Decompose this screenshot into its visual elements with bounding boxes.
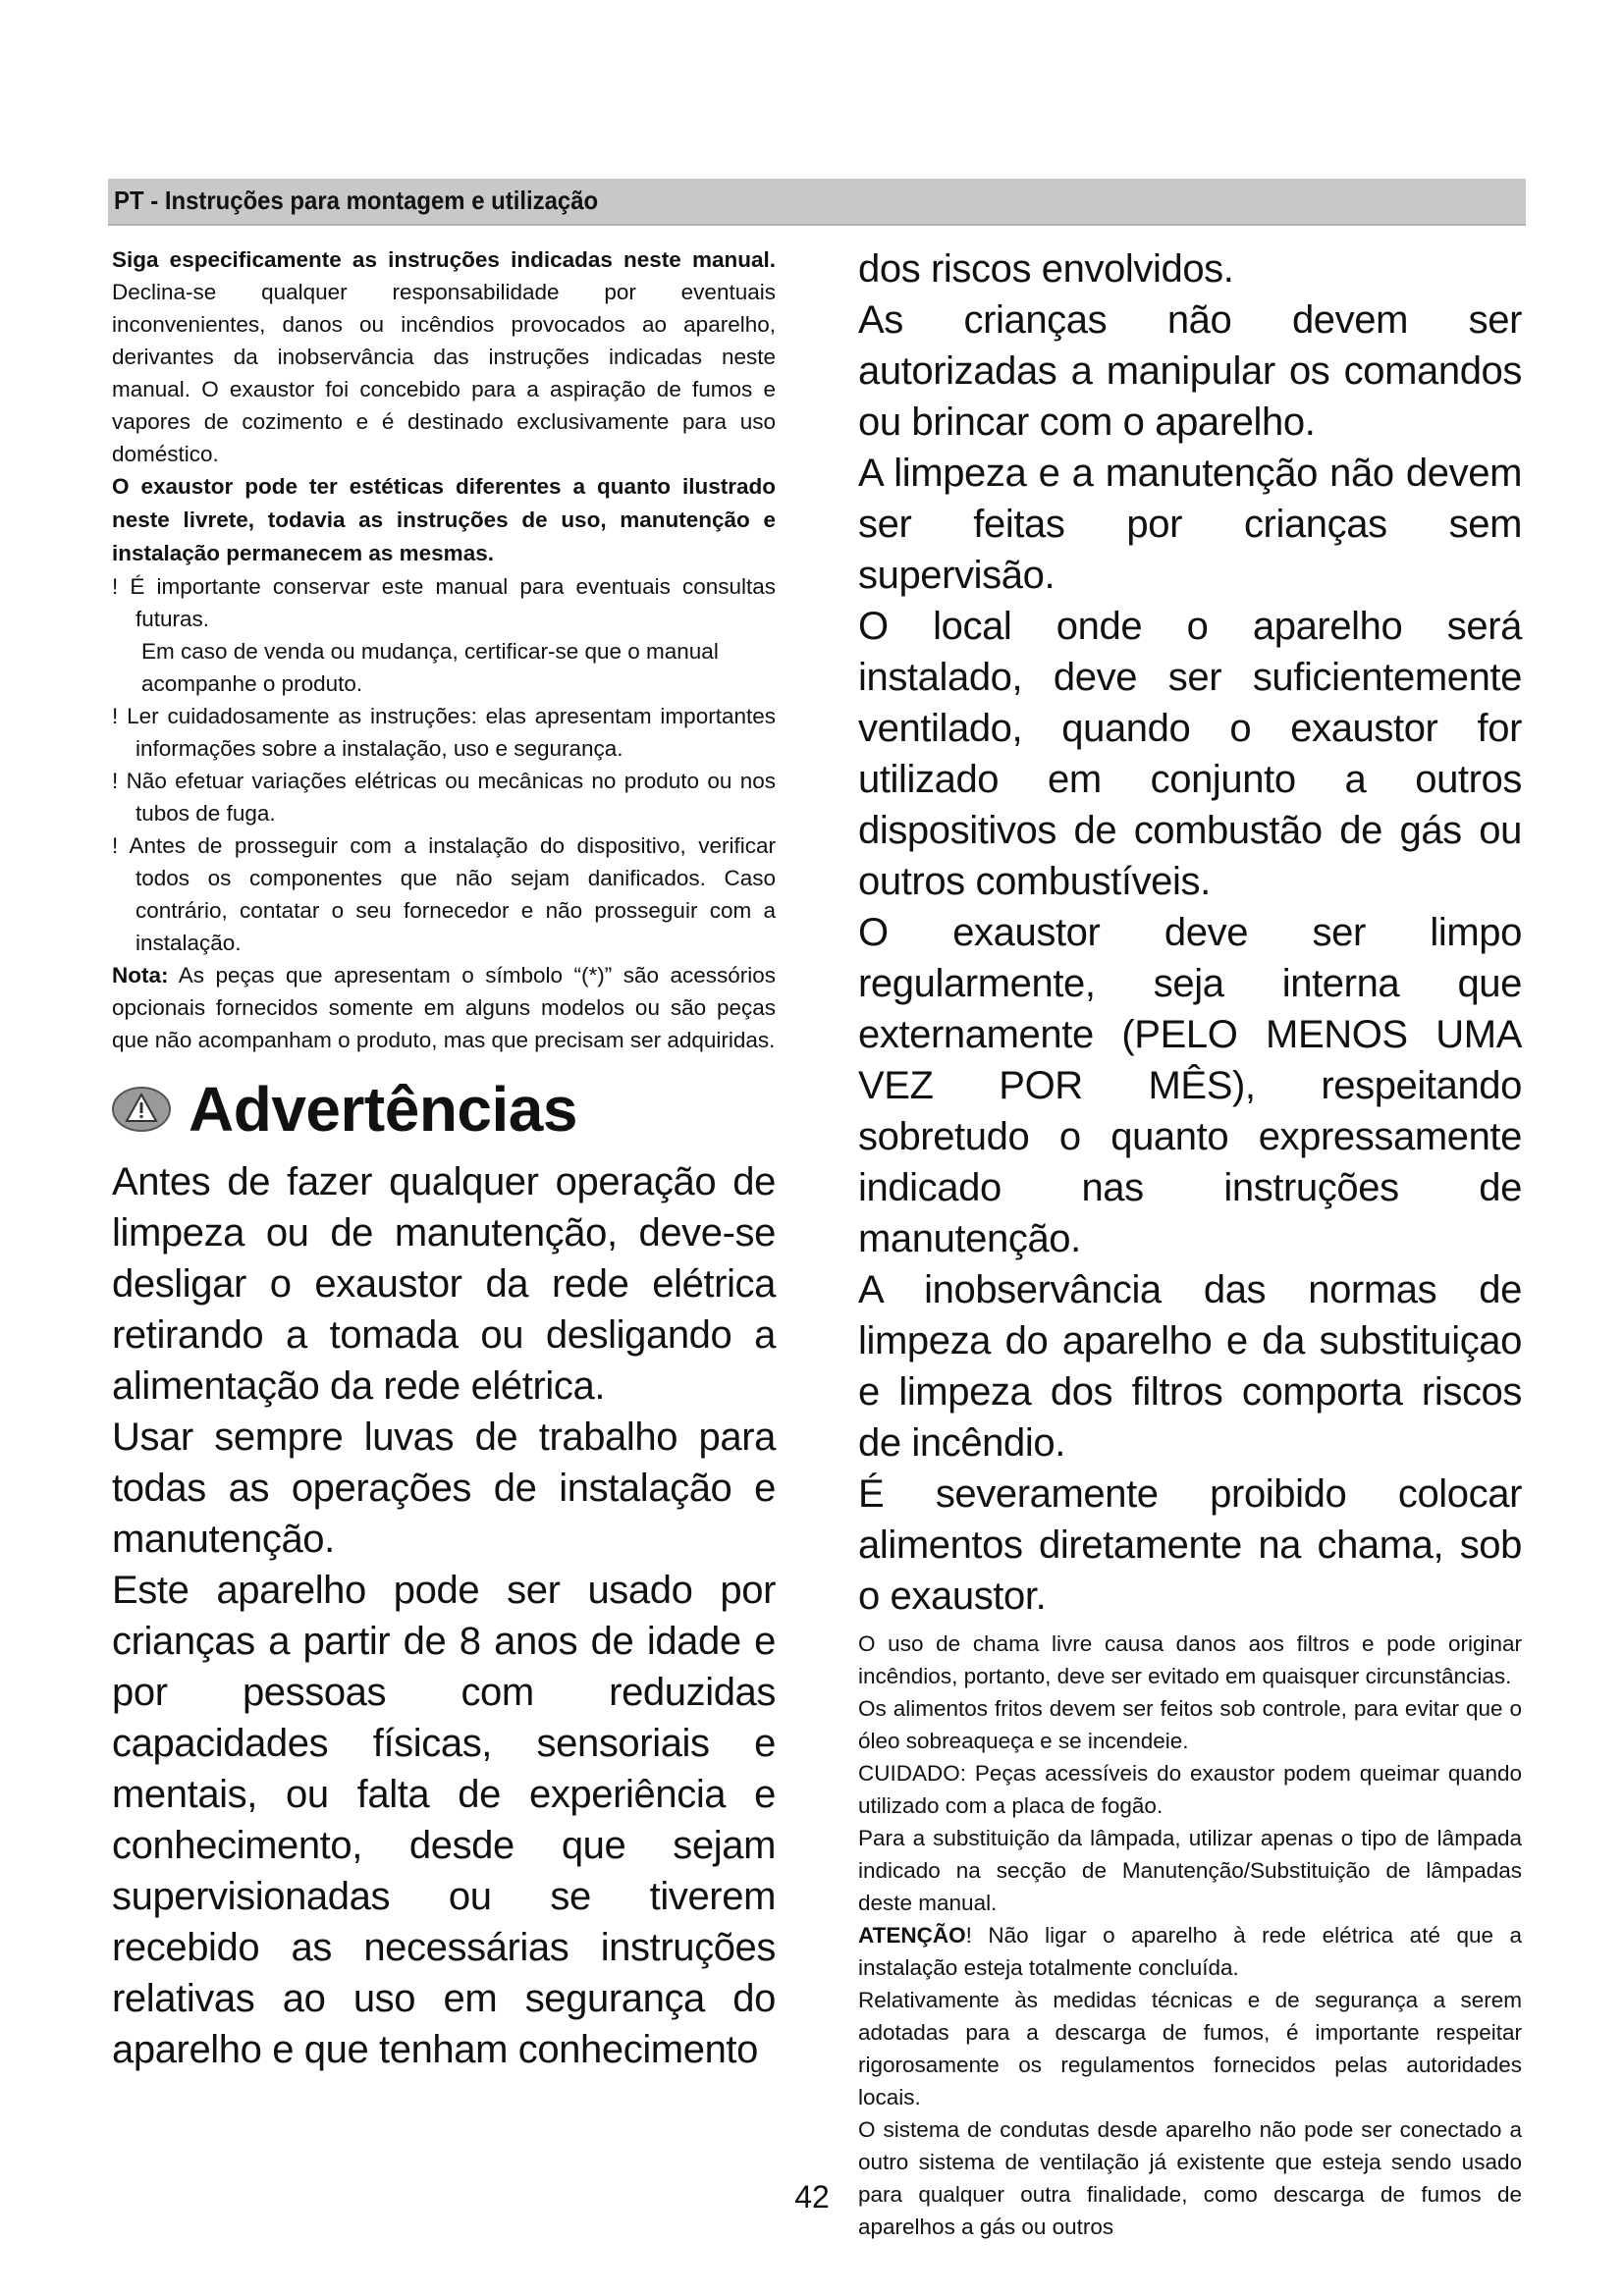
note-paragraph: [112, 959, 776, 1056]
note-attention: [858, 1919, 1522, 1984]
warning-fire-risk: A inobservância das normas de limpeza do aparelho e da substituiçao e limpeza dos filtros comporta riscos de incêndio.: [858, 1268, 1522, 1465]
bullet-keep-manual: ! É importante conservar este manual para eventuais consultas futuras.: [112, 574, 776, 631]
intro-bold: Siga especificamente as instruções indicadas neste manual.: [112, 247, 776, 272]
attention-label: ATENÇÃO: [858, 1923, 966, 1948]
note-ducting: O sistema de condutas desde aparelho não pode ser conectado a outro sistema de ventilação já existente que esteja sendo usado para qualquer outra finalidade, como descarga de fumos de aparelhos a gás ou outros: [858, 2117, 1522, 2239]
warning-no-flambe: É severamente proibido colocar alimentos diretamente na chama, sob o exaustor.: [858, 1472, 1522, 1618]
aesthetics-note: O exaustor pode ter estéticas diferentes a quanto ilustrado neste livrete, todavia as instruções de uso, manutenção e instalação permanecem as mesmas.: [112, 474, 776, 565]
warning-children-controls: As crianças não devem ser autorizadas a manipular os comandos ou brincar com o aparelho.: [858, 298, 1522, 444]
warnings-heading: [112, 1070, 776, 1148]
bullet-read-carefully: ! Ler cuidadosamente as instruções: elas apresentam importantes informações sobre a instalação, uso e segurança.: [112, 704, 776, 761]
attention-text: ! Não ligar o aparelho à rede elétrica até que a instalação esteja totalmente concluída.: [858, 1923, 1522, 1980]
warning-ventilation: O local onde o aparelho será instalado, deve ser suficientemente ventilado, quando o exaustor for utilizado em conjunto a outros dispositivos de combustão de gás ou outros combustíveis.: [858, 605, 1522, 903]
left-column: [112, 243, 776, 2075]
note-open-flame: O uso de chama livre causa danos aos filtros e pode originar incêndios, portanto, deve ser evitado em quaisquer circunstâncias.: [858, 1631, 1522, 1688]
section-header-bar: [108, 179, 1526, 226]
warning-cleaning-supervision: A limpeza e a manutenção não devem ser feitas por crianças sem supervisão.: [858, 452, 1522, 597]
intro-paragraph: [112, 243, 776, 470]
note-label: Nota:: [112, 963, 169, 988]
warning-regular-cleaning: O exaustor deve ser limpo regularmente, seja interna que externamente (PELO MENOS UMA VEZ POR MÊS), respeitando sobretudo o quanto expressamente indicado nas instruções de manutenção.: [858, 911, 1522, 1260]
section-title: PT - Instruções para montagem e utilização: [114, 186, 599, 215]
warning-disconnect: Antes de fazer qualquer operação de limpeza ou de manutenção, deve-se desligar o exaustor da rede elétrica retirando a tomada ou desligando a alimentação da rede elétrica.: [112, 1160, 776, 1408]
warning-risks: dos riscos envolvidos.: [858, 247, 1234, 291]
bullet-no-modifications: ! Não efetuar variações elétricas ou mecânicas no produto ou nos tubos de fuga.: [112, 769, 776, 826]
note-regulations: Relativamente às medidas técnicas e de segurança a serem adotadas para a descarga de fumos, é importante respeitar rigorosamente os regulamentos fornecidos pelas autoridades locais.: [858, 1988, 1522, 2109]
bullet-check-components: ! Antes de prosseguir com a instalação do dispositivo, verificar todos os componentes que não sejam danificados. Caso contrário, contatar o seu fornecedor e não prosseguir com a instalação.: [112, 833, 776, 955]
warning-children: Este aparelho pode ser usado por crianças a partir de 8 anos de idade e por pessoas com reduzidas capacidades físicas, sensoriais e mentais, ou falta de experiência e conhecimento, desde que sejam supervisionadas ou se tiverem recebido as necessárias instruções relativas ao uso em segurança do aparelho e que tenham conhecimento: [112, 1569, 776, 2071]
right-column: [858, 243, 1522, 2243]
note-text: As peças que apresentam o símbolo “(*)” são acessórios opcionais fornecidos somente em alguns modelos ou são peças que não acompanham o produto, mas que precisam ser adquiridas.: [112, 963, 776, 1052]
warning-triangle-icon: [112, 1086, 171, 1133]
bullet-sale: Em caso de venda ou mudança, certificar-se que o manual acompanhe o produto.: [141, 639, 719, 696]
note-caution-hot: CUIDADO: Peças acessíveis do exaustor podem queimar quando utilizado com a placa de fogão.: [858, 1761, 1522, 1818]
note-lamp: Para a substituição da lâmpada, utilizar apenas o tipo de lâmpada indicado na secção de Manutenção/Substituição de lâmpadas deste manual.: [858, 1826, 1522, 1915]
note-fried-food: Os alimentos fritos devem ser feitos sob controle, para evitar que o óleo sobreaqueça e se incendeie.: [858, 1696, 1522, 1753]
warnings-title: Advertências: [189, 1074, 577, 1145]
warning-gloves: Usar sempre luvas de trabalho para todas as operações de instalação e manutenção.: [112, 1415, 776, 1561]
page-number: 42: [794, 2179, 830, 2215]
intro-text: Declina-se qualquer responsabilidade por eventuais inconvenientes, danos ou incêndios provocados ao aparelho, derivantes da inobservância das instruções indicadas neste manual. O exaustor foi concebido para a aspiração de fumos e vapores de cozimento e é destinado exclusivamente para uso doméstico.: [112, 280, 776, 466]
